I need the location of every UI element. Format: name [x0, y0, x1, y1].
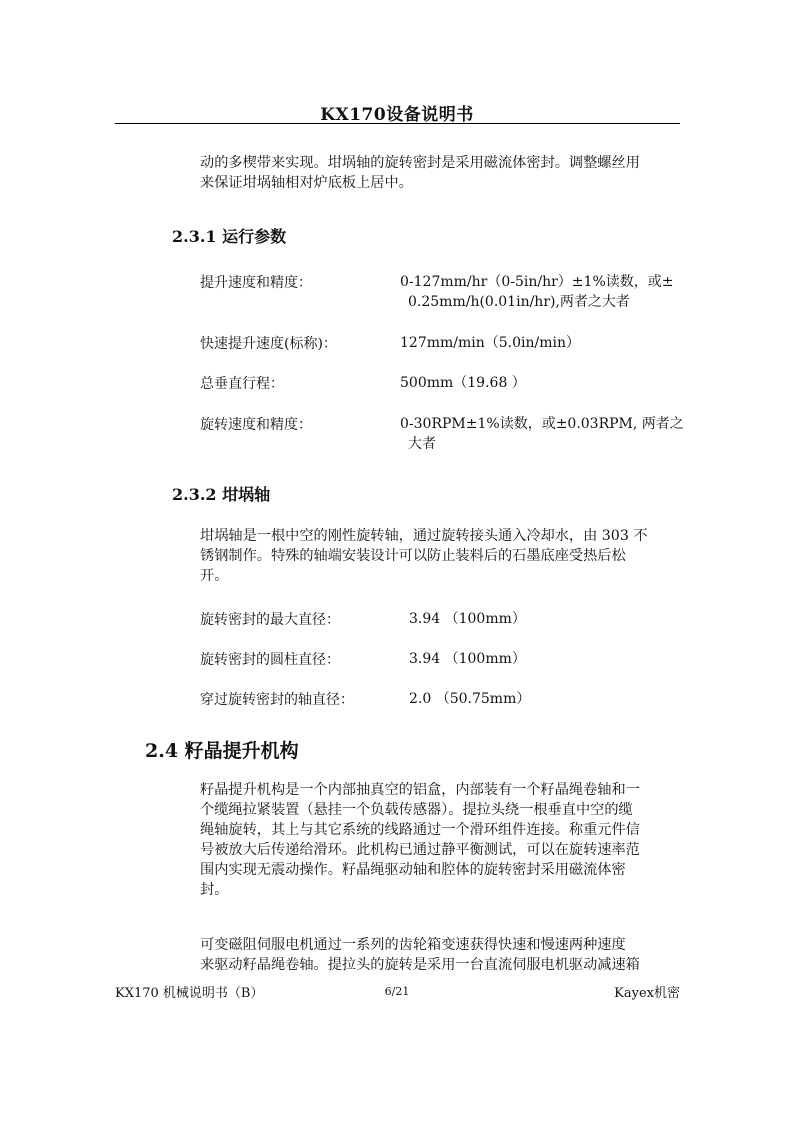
header-rule [115, 123, 680, 124]
para-line: 来驱动籽晶绳卷轴。提拉头的旋转是采用一台直流伺服电机驱动减速箱 [200, 957, 640, 973]
footer-confidential: Kayex机密 [614, 986, 680, 1001]
param-value-rotation [400, 414, 685, 454]
param-label-travel: 总垂直行程： [200, 376, 284, 392]
spec-value-cylinder-diameter: 3.94 （100mm） [409, 651, 526, 667]
param-value-line-2: 大者 [408, 436, 436, 452]
crucible-shaft-paragraph [200, 526, 680, 586]
param-value-travel: 500mm（19.68 ） [400, 375, 526, 391]
para-line: 封。 [200, 882, 229, 898]
param-value-line-1: 0-30RPM±1%读数，或±0.03RPM, 两者之 [400, 416, 684, 432]
seed-lift-paragraph-1 [200, 780, 680, 900]
para-line: 籽晶提升机构是一个内部抽真空的铝盒，内部装有一个籽晶绳卷轴和一 [200, 782, 640, 798]
para-line: 绳轴旋转，其上与其它系统的线路通过一个滑环组件连接。称重元件信 [200, 822, 640, 838]
section-heading-2-3-1: 2.3.1 运行参数 [172, 227, 287, 246]
param-value-lift-speed [400, 272, 685, 312]
param-value-line-2: 0.25mm/h(0.01in/hr),两者之大者 [408, 294, 630, 310]
spec-label-max-diameter: 旋转密封的最大直径： [200, 612, 340, 628]
spec-value-max-diameter: 3.94 （100mm） [409, 611, 526, 627]
intro-line-2: 来保证坩埚轴相对炉底板上居中。 [200, 175, 413, 191]
para-line: 坩埚轴是一根中空的刚性旋转轴，通过旋转接头通入冷却水，由 303 不 [200, 528, 648, 544]
intro-paragraph [200, 153, 680, 193]
para-line: 锈钢制作。特殊的轴端安装设计可以防止装料后的石墨底座受热后松 [200, 548, 626, 564]
para-line: 围内实现无震动操作。籽晶绳驱动轴和腔体的旋转密封采用磁流体密 [200, 862, 626, 878]
param-label-fast-lift: 快速提升速度(标称)： [200, 336, 337, 352]
footer-doc-name: KX170 机械说明书（B） [115, 986, 264, 1001]
para-line: 开。 [200, 568, 229, 584]
param-value-line-1: 0-127mm/hr（0-5in/hr）±1%读数，或± [400, 274, 674, 290]
spec-label-cylinder-diameter: 旋转密封的圆柱直径： [200, 652, 340, 668]
spec-label-shaft-diameter: 穿过旋转密封的轴直径： [200, 692, 354, 708]
section-heading-2-3-2: 2.3.2 坩埚轴 [172, 485, 271, 504]
param-label-rotation: 旋转速度和精度： [200, 417, 312, 433]
footer-page-number: 6/21 [384, 985, 410, 998]
seed-lift-paragraph-2 [200, 935, 680, 975]
para-line: 号被放大后传递给滑环。此机构已通过静平衡测试，可以在旋转速率范 [200, 842, 640, 858]
intro-line-1: 动的多楔带来实现。坩埚轴的旋转密封是采用磁流体密封。调整螺丝用 [200, 155, 640, 171]
param-value-fast-lift: 127mm/min（5.0in/min） [400, 335, 581, 351]
page-header-title: KX170设备说明书 [320, 105, 474, 125]
para-line: 可变磁阻伺服电机通过一系列的齿轮箱变速获得快速和慢速两种速度 [200, 937, 626, 953]
param-label-lift-speed: 提升速度和精度： [200, 275, 312, 291]
section-heading-2-4: 2.4 籽晶提升机构 [145, 740, 299, 762]
spec-value-shaft-diameter: 2.0 （50.75mm） [409, 691, 531, 707]
para-line: 个缆绳拉紧装置（悬挂一个负载传感器）。提拉头绕一根垂直中空的缆 [200, 802, 633, 818]
